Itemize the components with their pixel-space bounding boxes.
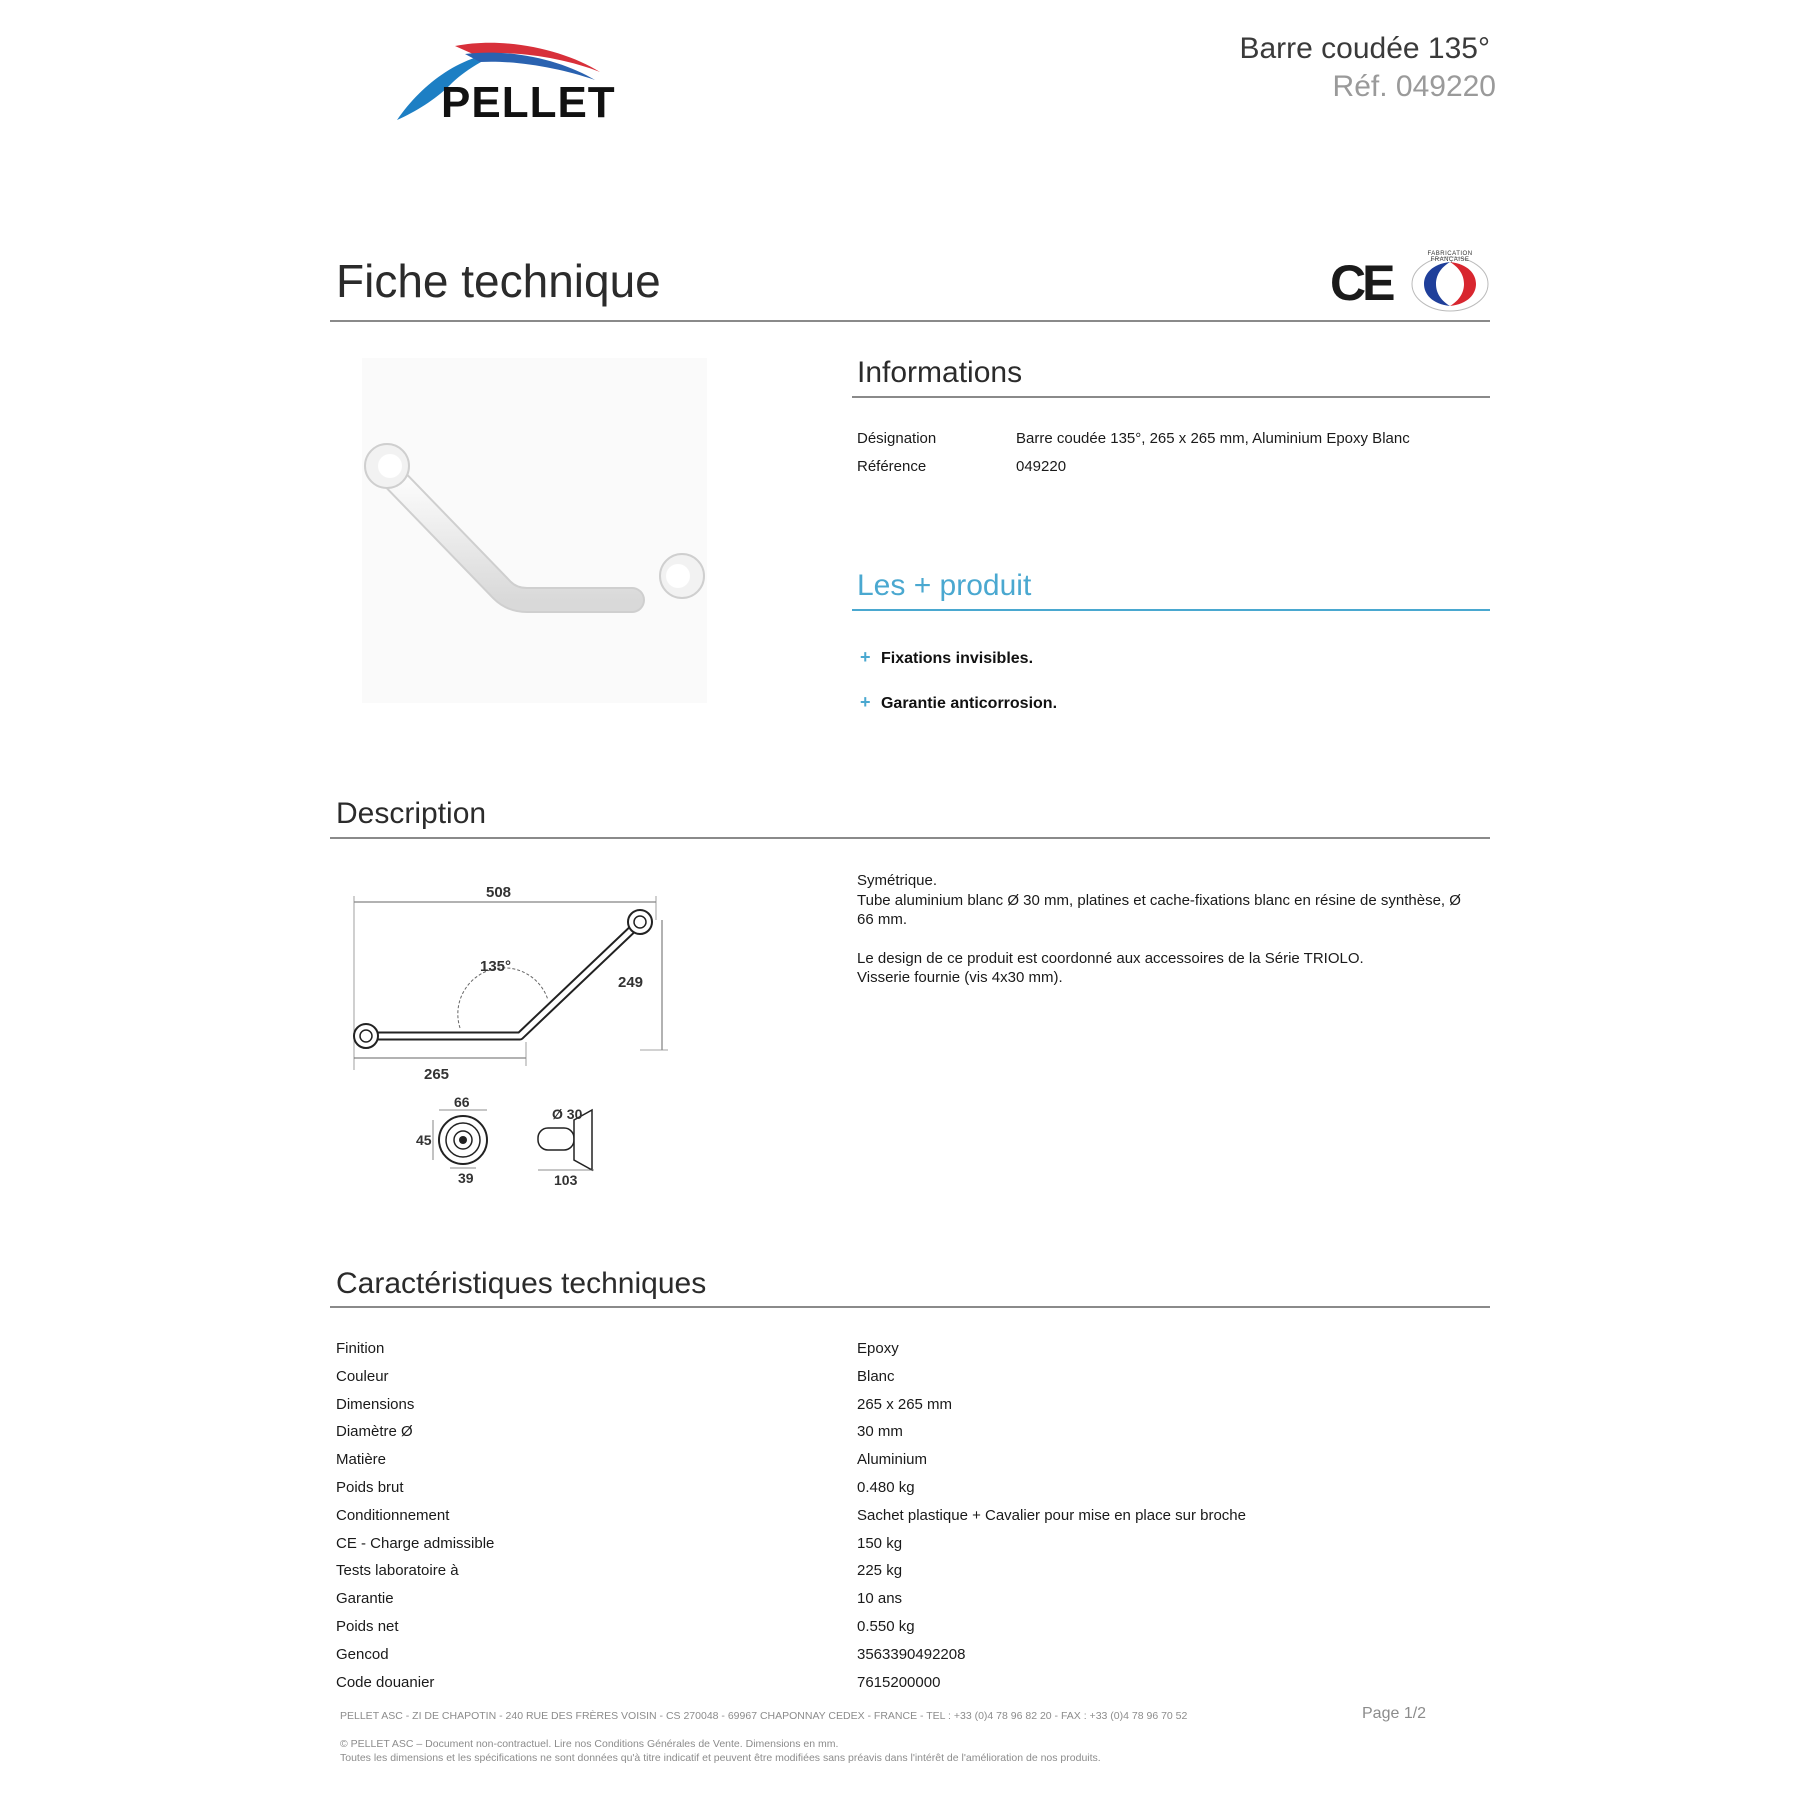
informations-divider bbox=[852, 396, 1490, 398]
spec-label: Diamètre Ø bbox=[336, 1423, 413, 1441]
table-row bbox=[336, 1590, 1486, 1618]
footer-legal-1: © PELLET ASC – Document non-contractuel. Lire nos Conditions Générales de Vente. Dimensions en mm. bbox=[340, 1738, 839, 1750]
fabrication-francaise-badge bbox=[1410, 251, 1490, 314]
perks-heading: Les + produit bbox=[857, 569, 1032, 602]
description-line: Symétrique. bbox=[857, 872, 938, 889]
dim-plate-h-label: 45 bbox=[416, 1132, 432, 1148]
footer-address: PELLET ASC - ZI DE CHAPOTIN - 240 RUE DES FRÈRES VOISIN - CS 270048 - 69967 CHAPONNAY CEDEX - FRANCE - TEL : +33 (0)4 78 96 82 20 - FAX : +33 (0)4 78 96 70 52 bbox=[340, 1710, 1188, 1722]
dim-plate-w-label: 39 bbox=[458, 1170, 474, 1186]
spec-value: 265 x 265 mm bbox=[857, 1395, 953, 1413]
spec-label: Gencod bbox=[336, 1645, 389, 1663]
spec-value: Blanc bbox=[857, 1367, 895, 1385]
caracteristiques-divider bbox=[330, 1306, 1490, 1308]
spec-label: CE - Charge admissible bbox=[336, 1534, 495, 1552]
perks-divider bbox=[852, 609, 1490, 611]
fabrication-label: FABRICATION FRANÇAISE bbox=[1427, 251, 1473, 263]
spec-value: 225 kg bbox=[857, 1562, 903, 1580]
dim-height-label: 249 bbox=[618, 974, 644, 991]
spec-value: Sachet plastique + Cavalier pour mise en place sur broche bbox=[857, 1506, 1246, 1524]
info-value-reference: 049220 bbox=[1016, 458, 1067, 475]
table-row bbox=[336, 1646, 1486, 1674]
description-line: Visserie fournie (vis 4x30 mm). bbox=[857, 969, 1063, 986]
spec-value: 10 ans bbox=[857, 1590, 903, 1608]
spec-label: Conditionnement bbox=[336, 1506, 450, 1524]
perk-text: Garantie anticorrosion. bbox=[880, 695, 1058, 712]
spec-label: Poids brut bbox=[336, 1478, 404, 1496]
info-label-designation: Désignation bbox=[857, 430, 937, 447]
informations-heading: Informations bbox=[857, 356, 1023, 389]
product-photo bbox=[362, 358, 707, 703]
spec-label: Tests laboratoire à bbox=[336, 1562, 459, 1580]
table-row bbox=[336, 1451, 1486, 1479]
table-row bbox=[336, 1423, 1486, 1451]
spec-label: Code douanier bbox=[336, 1673, 435, 1691]
spec-label: Garantie bbox=[336, 1590, 394, 1608]
table-row bbox=[336, 1396, 1486, 1424]
info-label-reference: Référence bbox=[857, 458, 927, 475]
brand-logo bbox=[395, 40, 645, 130]
dim-depth-label: 103 bbox=[554, 1172, 578, 1188]
dim-plate-d-label: 66 bbox=[454, 1094, 470, 1110]
spec-value: 3563390492208 bbox=[857, 1645, 966, 1663]
product-title: Barre coudée 135° bbox=[1239, 32, 1490, 65]
spec-value: Aluminium bbox=[857, 1451, 928, 1469]
plus-icon: + bbox=[860, 692, 871, 712]
plus-icon: + bbox=[860, 647, 871, 667]
page-number: Page 1/2 bbox=[1362, 1705, 1427, 1722]
description-divider bbox=[330, 837, 1490, 839]
spec-value: 7615200000 bbox=[857, 1673, 941, 1691]
table-row bbox=[336, 1618, 1486, 1646]
table-row bbox=[336, 1479, 1486, 1507]
dim-angle-label: 135° bbox=[480, 958, 512, 975]
table-row bbox=[336, 1368, 1486, 1396]
spec-label: Finition bbox=[336, 1340, 385, 1357]
dim-leg-label: 265 bbox=[424, 1066, 450, 1083]
table-row bbox=[336, 1674, 1486, 1702]
perk-text: Fixations invisibles. bbox=[880, 650, 1034, 667]
title-divider bbox=[330, 320, 1490, 322]
spec-label: Matière bbox=[336, 1451, 387, 1469]
ce-mark: CE bbox=[1330, 255, 1392, 311]
product-ref: Réf. 049220 bbox=[1332, 70, 1496, 103]
description-line: Le design de ce produit est coordonné aux accessoires de la Série TRIOLO. bbox=[857, 949, 1364, 967]
description-text bbox=[857, 871, 1477, 988]
spec-value: Epoxy bbox=[857, 1340, 899, 1357]
specs-table bbox=[336, 1340, 1486, 1701]
caracteristiques-heading: Caractéristiques techniques bbox=[336, 1267, 707, 1300]
table-row bbox=[336, 1535, 1486, 1563]
dim-tube-d-label: Ø 30 bbox=[552, 1106, 583, 1122]
spec-label: Couleur bbox=[336, 1367, 389, 1385]
spec-label: Poids net bbox=[336, 1617, 399, 1635]
spec-label: Dimensions bbox=[336, 1395, 415, 1413]
description-heading: Description bbox=[336, 797, 487, 830]
spec-value: 0.550 kg bbox=[857, 1617, 915, 1635]
logo-text: PELLET bbox=[441, 78, 616, 127]
dimension-drawing-icon bbox=[340, 870, 670, 1200]
spec-value: 0.480 kg bbox=[857, 1478, 915, 1496]
page-title: Fiche technique bbox=[336, 255, 661, 307]
table-row bbox=[336, 1562, 1486, 1590]
technical-drawing bbox=[340, 870, 670, 1200]
french-flag-badge-icon bbox=[1410, 254, 1490, 314]
dim-width-label: 508 bbox=[486, 884, 512, 901]
description-line: Tube aluminium blanc Ø 30 mm, platines et cache-fixations blanc en résine de synthèse, Ø 66 mm. bbox=[857, 891, 1461, 928]
grab-bar-image-icon bbox=[362, 358, 707, 703]
perk-item bbox=[860, 692, 1057, 713]
spec-value: 150 kg bbox=[857, 1534, 903, 1552]
perk-item bbox=[860, 647, 1033, 668]
spec-value: 30 mm bbox=[857, 1423, 903, 1441]
table-row bbox=[336, 1507, 1486, 1535]
table-row bbox=[336, 1340, 1486, 1368]
footer-legal-2: Toutes les dimensions et les spécifications ne sont données qu'à titre indicatif et peuvent être modifiées sans préavis dans l'intérêt de l'amélioration de nos produits. bbox=[340, 1752, 1101, 1764]
info-value-designation: Barre coudée 135°, 265 x 265 mm, Aluminium Epoxy Blanc bbox=[1016, 430, 1410, 447]
